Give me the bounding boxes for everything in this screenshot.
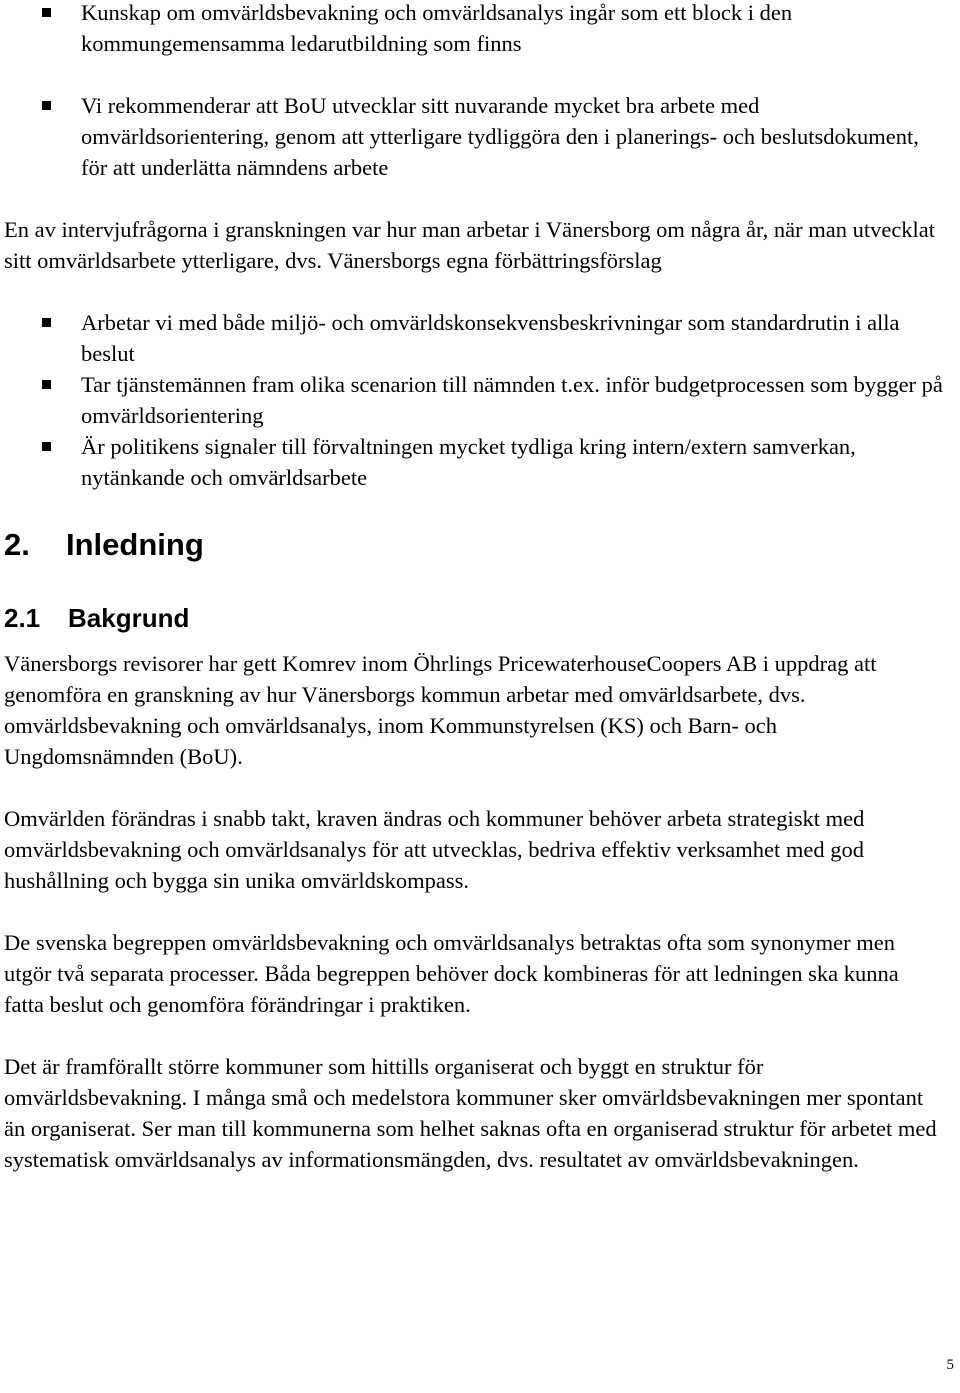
- interview-paragraph: En av intervjufrågorna i granskningen var hur man arbetar i Vänersborg om några år, när man utvecklat sitt omvärldsarbete ytterligare, dvs. Vänersborgs egna förbättringsförslag: [4, 217, 936, 273]
- list-item: [4, 307, 944, 369]
- subsection-heading: [4, 602, 189, 634]
- subsection-number: 2.1: [4, 603, 41, 633]
- list-item: [4, 369, 944, 431]
- improvement-bullet-list: [4, 307, 944, 493]
- bullet-text: Tar tjänstemännen fram olika scenarion till nämnden t.ex. inför budgetprocessen som bygger på omvärldsorientering: [81, 372, 943, 428]
- bullet-text: Är politikens signaler till förvaltningen mycket tydliga kring intern/extern samverkan, nytänkande och omvärldsarbete: [81, 434, 856, 490]
- bullet-text: Arbetar vi med både miljö- och omvärldskonsekvensbeskrivningar som standardrutin i alla beslut: [81, 310, 900, 366]
- background-paragraph-1: Vänersborgs revisorer har gett Komrev inom Öhrlings PricewaterhouseCoopers AB i uppdrag att genomföra en granskning av hur Vänersborgs kommun arbetar med omvärldsarbete, dvs. omvärldsbevakning och omvärldsanalys, inom Kommunstyrelsen (KS) och Barn- och Ungdomsnämnden (BoU).: [4, 651, 877, 769]
- background-paragraph-4: Det är framförallt större kommuner som hittills organiserat och byggt en struktur för omvärldsbevakning. I många små och medelstora kommuner sker omvärldsbevakningen mer spontant än organiserat. Ser man till kommunerna som helhet saknas ofta en organiserad struktur för arbetet med systematisk omvärldsanalys av informationsmängden, dvs. resultatet av omvärldsbevakningen.: [4, 1054, 937, 1172]
- square-bullet-icon: [42, 318, 51, 327]
- list-item: [4, 90, 944, 183]
- section-heading: [4, 527, 204, 563]
- square-bullet-icon: [42, 101, 51, 110]
- background-paragraph-3: De svenska begreppen omvärldsbevakning och omvärldsanalys betraktas ofta som synonymer men utgör två separata processer. Båda begreppen behöver dock kombineras för att ledningen ska kunna fatta beslut och genomföra förändringar i praktiken.: [4, 930, 899, 1017]
- bullet-text: Kunskap om omvärldsbevakning och omvärldsanalys ingår som ett block i den kommungemensamma ledarutbildning som finns: [81, 0, 793, 56]
- section-title: Inledning: [66, 527, 204, 562]
- square-bullet-icon: [42, 380, 51, 389]
- section-number: 2.: [4, 527, 30, 562]
- list-item: [4, 431, 944, 493]
- intro-bullet-list: [4, 0, 944, 183]
- subsection-title: Bakgrund: [68, 603, 190, 633]
- bullet-text: Vi rekommenderar att BoU utvecklar sitt nuvarande mycket bra arbete med omvärldsorientering, genom att ytterligare tydliggöra den i planerings- och beslutsdokument, för att underlätta nämndens arbete: [81, 93, 919, 180]
- page-number: 5: [946, 1357, 954, 1373]
- square-bullet-icon: [42, 442, 51, 451]
- square-bullet-icon: [42, 8, 51, 17]
- list-item: [4, 0, 944, 59]
- background-paragraph-2: Omvärlden förändras i snabb takt, kraven ändras och kommuner behöver arbeta strategiskt med omvärldsbevakning och omvärldsanalys för att utvecklas, bedriva effektiv verksamhet med god hushållning och bygga sin unika omvärldskompass.: [4, 806, 865, 893]
